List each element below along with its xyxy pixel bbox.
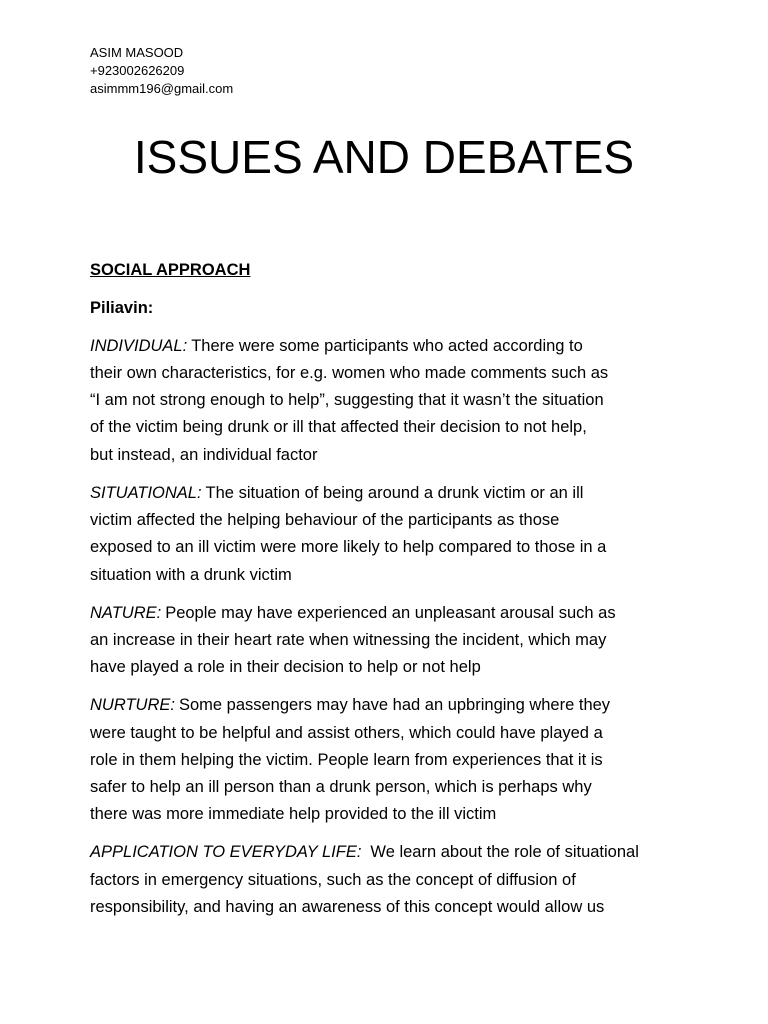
paragraph-line	[90, 600, 750, 627]
paragraph-text: People may have experienced an unpleasant arousal such as	[165, 603, 616, 622]
paragraph-line: factors in emergency situations, such as the concept of diffusion of	[90, 870, 576, 889]
author-name: ASIM MASOOD	[90, 45, 184, 60]
paragraph-nurture	[90, 692, 750, 828]
paragraph-line	[90, 480, 750, 507]
paragraph-line: situation with a drunk victim	[90, 565, 292, 584]
paragraph-line	[90, 333, 750, 360]
paragraph-label: APPLICATION TO EVERYDAY LIFE:	[90, 843, 362, 862]
paragraph-situational	[90, 480, 750, 589]
paragraph-text: We learn about the role of situational	[370, 843, 639, 862]
paragraph-line: there was more immediate help provided to the ill victim	[90, 805, 497, 824]
paragraph-line: responsibility, and having an awareness of this concept would allow us	[90, 897, 605, 916]
paragraph-line: of the victim being drunk or ill that affected their decision to not help,	[90, 418, 587, 437]
paragraph-line: role in them helping the victim. People learn from experiences that it is	[90, 750, 603, 769]
paragraph-line: but instead, an individual factor	[90, 445, 318, 464]
paragraph-label: INDIVIDUAL:	[90, 336, 188, 355]
paragraph-line: an increase in their heart rate when witnessing the incident, which may	[90, 630, 607, 649]
paragraph-nature	[90, 600, 750, 682]
study-name: Piliavin:	[90, 299, 154, 318]
paragraph-line	[90, 692, 750, 719]
paragraph-line: safer to help an ill person than a drunk person, which is perhaps why	[90, 778, 592, 797]
author-email: asimmm196@gmail.com	[90, 81, 234, 96]
paragraph-line: were taught to be helpful and assist others, which could have played a	[90, 723, 603, 742]
author-contact-block	[90, 44, 233, 98]
paragraph-line: victim affected the helping behaviour of the participants as those	[90, 511, 560, 530]
paragraph-text: The situation of being around a drunk victim or an ill	[205, 483, 584, 502]
document-body	[90, 257, 750, 932]
paragraph-text: There were some participants who acted according to	[191, 336, 583, 355]
paragraph-line: have played a role in their decision to help or not help	[90, 658, 481, 677]
paragraph-text: Some passengers may have had an upbringing where they	[178, 696, 611, 715]
paragraph-line: exposed to an ill victim were more likely to help compared to those in a	[90, 538, 607, 557]
author-phone: +923002626209	[90, 63, 185, 78]
paragraph-individual	[90, 333, 750, 469]
paragraph-label: SITUATIONAL:	[90, 483, 202, 502]
paragraph-label: NURTURE:	[90, 696, 175, 715]
section-heading: SOCIAL APPROACH	[90, 261, 251, 279]
paragraph-application	[90, 839, 750, 921]
paragraph-label: NATURE:	[90, 603, 162, 622]
paragraph-line: “I am not strong enough to help”, suggesting that it wasn’t the situation	[90, 391, 604, 410]
document-title: ISSUES AND DEBATES	[133, 131, 635, 183]
paragraph-line: their own characteristics, for e.g. women who made comments such as	[90, 363, 609, 382]
paragraph-line	[90, 839, 750, 866]
